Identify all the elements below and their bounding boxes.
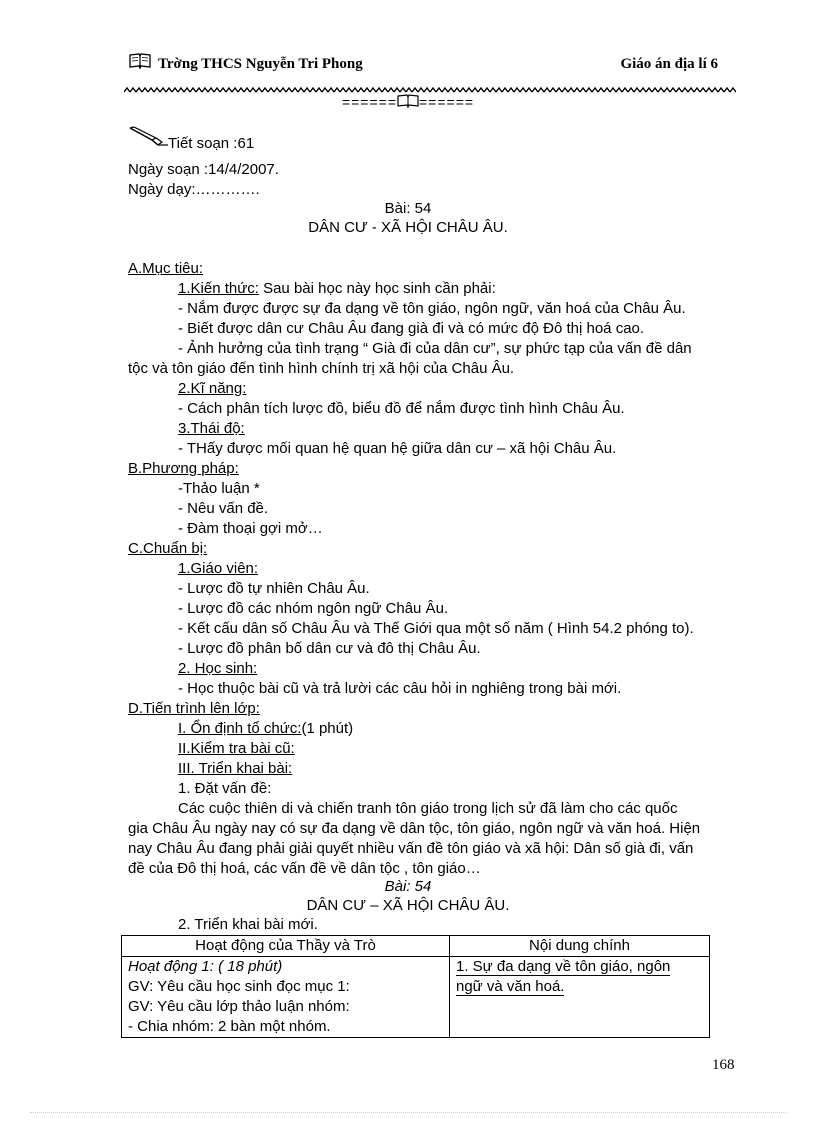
attitude-item: - THấy được mối quan hệ quan hệ giữa dân cư – xã hội Châu Âu. xyxy=(178,440,617,457)
activity-line: Hoạt động 1: ( 18 phút) xyxy=(128,958,283,975)
lesson-activity-table xyxy=(121,935,710,1038)
date-taught: Ngày dạy:…………. xyxy=(128,181,260,198)
knowledge-item: - Nắm được được sự đa dạng về tôn giáo, ngôn ngữ, văn hoá của Châu Âu. xyxy=(178,300,686,317)
teacher-item: - Lược đồ tự nhiên Châu Âu. xyxy=(178,580,370,597)
content-line: ngữ và văn hoá. xyxy=(456,978,565,995)
table-header-content: Nội dung chính xyxy=(450,936,710,957)
table-header-activities: Hoạt động của Thầy và Trò xyxy=(122,936,450,957)
step-2-label: 2. Triển khai bài mới. xyxy=(178,916,318,933)
intro-paragraph-line: gia Châu Âu ngày nay có sự đa dạng về dân tộc, tôn giáo, ngôn ngữ và văn hoá. Hiện xyxy=(128,820,701,837)
activity-line: - Chia nhóm: 2 bàn một nhóm. xyxy=(128,1018,331,1035)
intro-paragraph-line: nay Châu Âu đang phải giải quyết nhiều vấn đề tôn giáo và xã hội: Dân số già đi, vấn xyxy=(128,840,694,857)
small-book-icon xyxy=(397,94,419,108)
teacher-item: - Lược đồ phân bố dân cư và đô thị Châu Âu. xyxy=(178,640,481,657)
method-item: -Thảo luận * xyxy=(178,480,260,497)
knowledge-line xyxy=(178,279,496,299)
intro-paragraph-line: Các cuộc thiên di và chiến tranh tôn giáo trong lịch sử đã làm cho các quốc xyxy=(178,800,678,817)
lesson-title-repeat: DÂN CƯ – XÃ HỘI CHÂU ÂU. xyxy=(306,897,510,914)
knowledge-label: 1.Kiến thức: xyxy=(178,280,259,297)
subject-title: Giáo án địa lí 6 xyxy=(620,56,718,72)
skills-label: 2.Kĩ năng: xyxy=(178,380,247,397)
date-prepared: Ngày soạn :14/4/2007. xyxy=(128,161,279,178)
method-item: - Nêu vấn đề. xyxy=(178,500,269,517)
pen-hand-icon xyxy=(128,125,170,147)
table-header-row xyxy=(122,936,710,957)
section-a-heading: A.Mục tiêu: xyxy=(128,260,204,277)
step-1-label: 1. Đặt vấn đề: xyxy=(178,780,272,797)
teacher-label: 1.Giáo viên: xyxy=(178,560,259,577)
teacher-item: - Lược đồ các nhóm ngôn ngữ Châu Âu. xyxy=(178,600,449,617)
knowledge-item: - Biết được dân cư Châu Âu đang già đi và có mức độ Đô thị hoá cao. xyxy=(178,320,645,337)
open-book-icon xyxy=(128,52,152,70)
section-separator: ====== ====== xyxy=(341,94,475,110)
lesson-label: Bài: 54 xyxy=(384,200,432,217)
section-c-heading: C.Chuẩn bị: xyxy=(128,540,208,557)
attitude-label: 3.Thái độ: xyxy=(178,420,245,437)
page-number: 168 xyxy=(712,1057,735,1073)
footer-divider xyxy=(30,1112,786,1113)
content-line: 1. Sự đa dạng về tôn giáo, ngôn xyxy=(456,958,671,975)
school-name: Trờng THCS Nguyễn Tri Phong xyxy=(158,56,363,72)
step-i xyxy=(178,719,353,739)
intro-paragraph-line: đề của Đô thị hoá, các vấn đề về dân tộc , tôn giáo… xyxy=(128,860,481,877)
step-i-label: I. Ổn định tổ chức: xyxy=(178,720,302,737)
section-b-heading: B.Phương pháp: xyxy=(128,460,239,477)
section-d-heading: D.Tiến trình lên lớp: xyxy=(128,700,260,717)
step-iii-label: III. Triển khai bài: xyxy=(178,760,293,777)
table-row xyxy=(122,957,710,1038)
lesson-title: DÂN CƯ - XÃ HỘI CHÂU ÂU. xyxy=(308,219,508,236)
page-header xyxy=(128,52,718,76)
teacher-item: - Kết cấu dân số Châu Âu và Thế Giới qua một số năm ( Hình 54.2 phóng to). xyxy=(178,620,694,637)
knowledge-text: Sau bài học này học sinh cần phải: xyxy=(258,280,496,297)
knowledge-item-cont: tộc và tôn giáo đến tình hình chính trị xã hội của Châu Âu. xyxy=(128,360,515,377)
step-i-text: (1 phút) xyxy=(301,720,354,737)
lesson-number: Tiết soạn :61 xyxy=(168,135,255,152)
step-ii-label: II.Kiểm tra bài cũ: xyxy=(178,740,295,757)
knowledge-item: - Ảnh hưởng của tình trạng “ Già đi của dân cư”, sự phức tạp của vấn đề dân xyxy=(178,340,692,357)
header-divider xyxy=(124,87,736,93)
student-item: - Học thuộc bài cũ và trả lười các câu hỏi in nghiêng trong bài mới. xyxy=(178,680,622,697)
content-cell xyxy=(450,957,710,1038)
activity-line: GV: Yêu cầu lớp thảo luận nhóm: xyxy=(128,998,350,1015)
lesson-label-italic: Bài: 54 xyxy=(384,878,432,895)
activity-cell xyxy=(122,957,450,1038)
activity-line: GV: Yêu cầu học sinh đọc mục 1: xyxy=(128,978,350,995)
student-label: 2. Học sinh: xyxy=(178,660,258,677)
method-item: - Đàm thoại gợi mở… xyxy=(178,520,323,537)
skills-item: - Cách phân tích lược đồ, biểu đồ để nắm được tình hình Châu Âu. xyxy=(178,400,625,417)
